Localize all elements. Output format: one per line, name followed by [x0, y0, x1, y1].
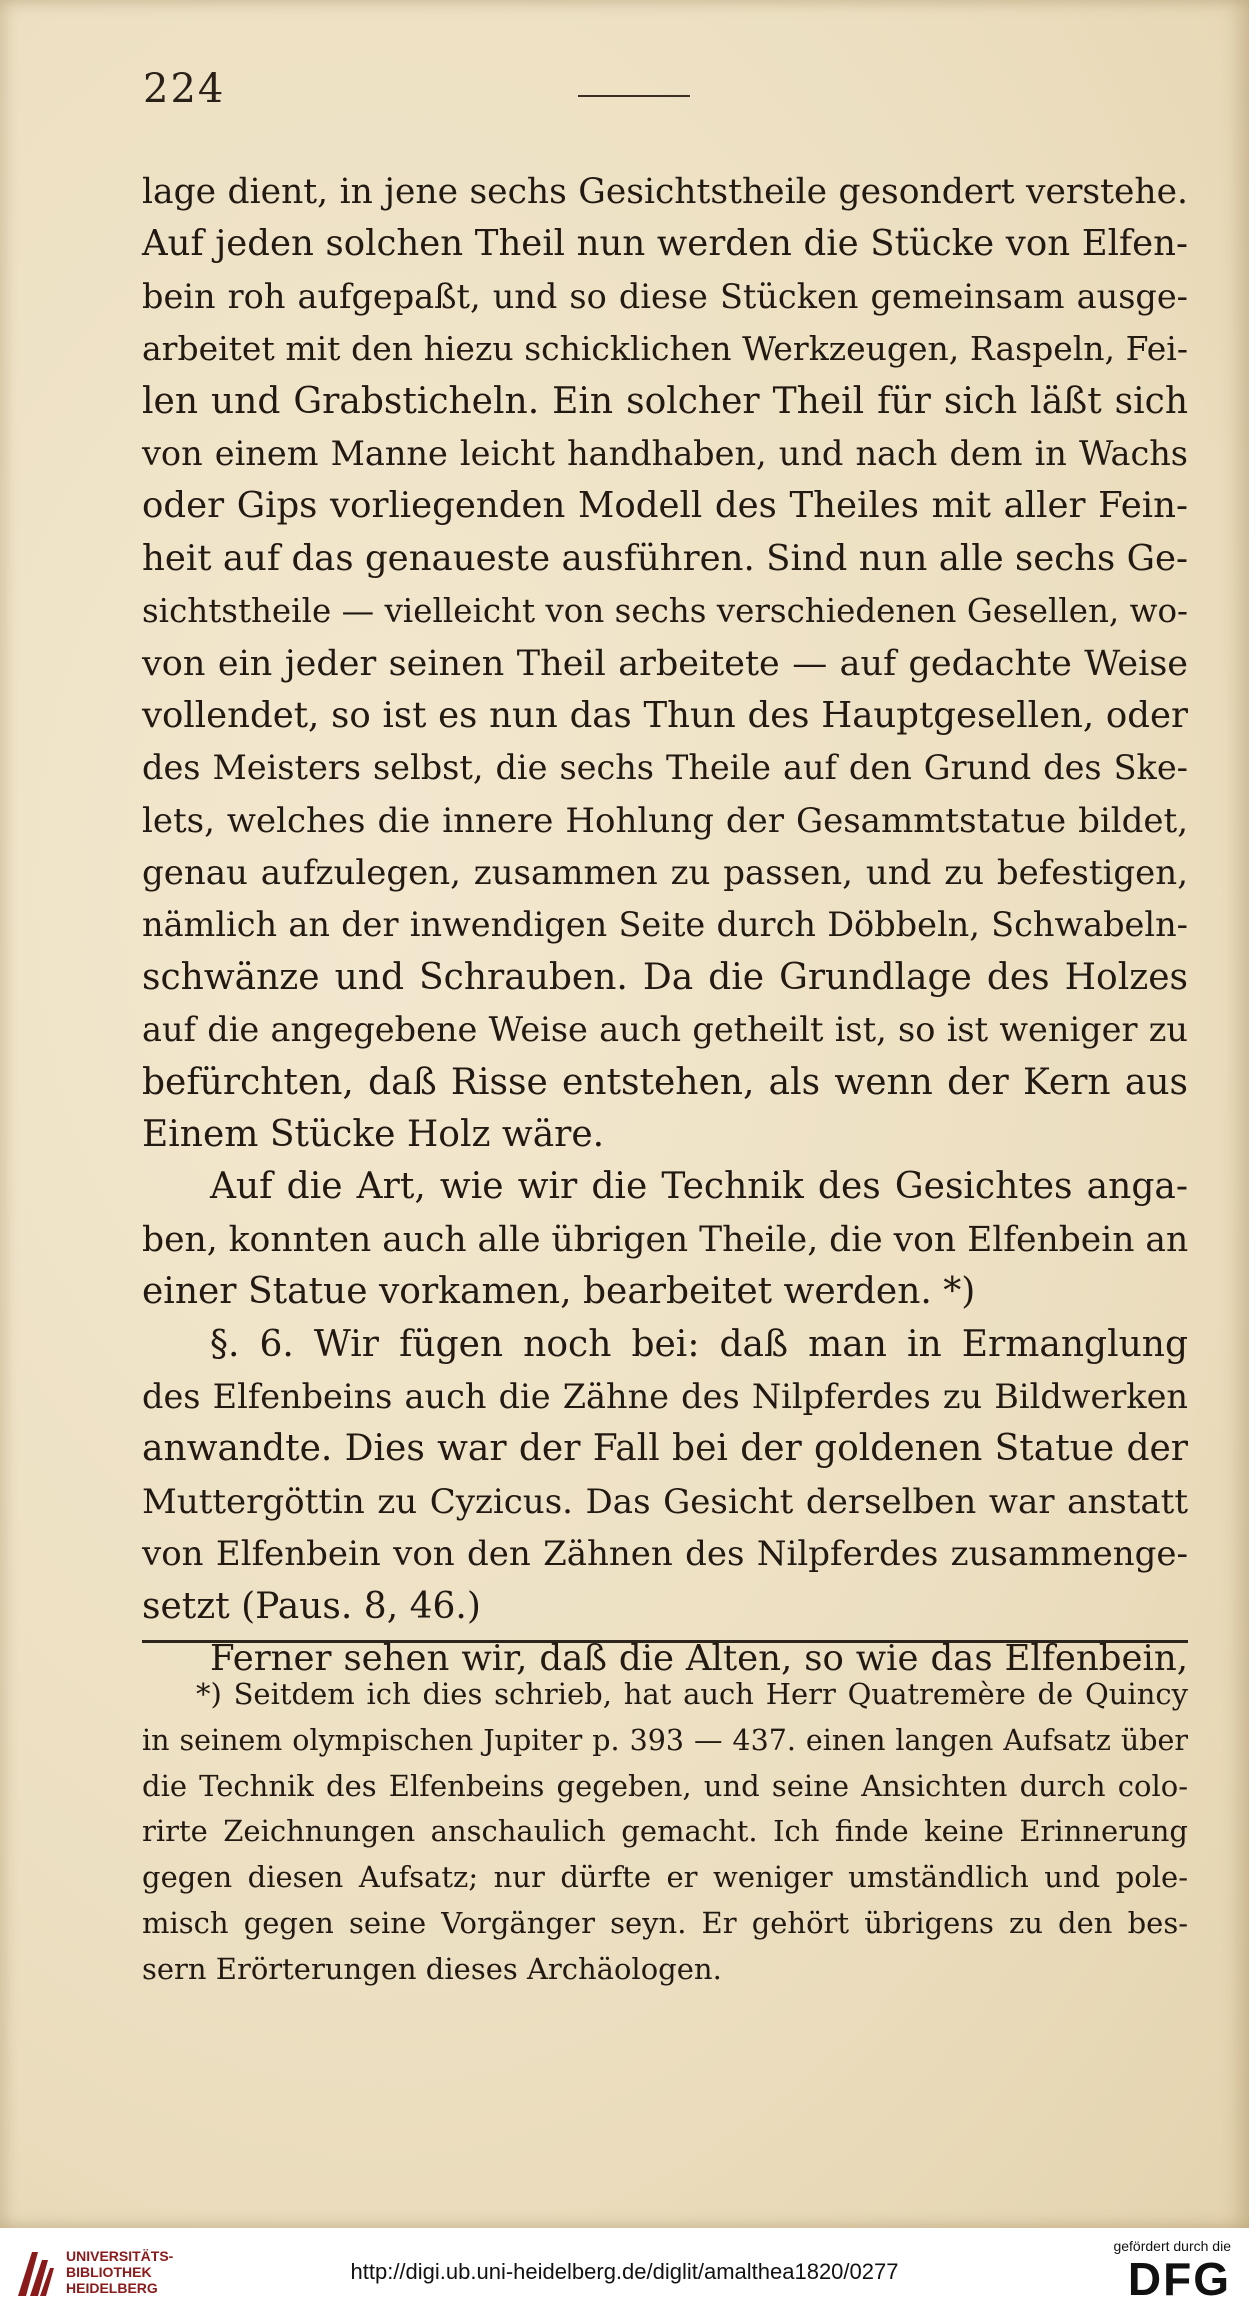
- text-line: von ein jeder seinen Theil arbeitete — auf gedachte Weise: [142, 643, 1188, 684]
- sponsor-caption: gefördert durch die: [1113, 2238, 1231, 2254]
- text-line: von Elfenbein von den Zähnen des Nilpferdes zusammenge-: [142, 1534, 1188, 1575]
- text-line: ben, konnten auch alle übrigen Theile, die von Elfenbein an: [142, 1219, 1189, 1260]
- text-line: von einem Manne leicht handhaben, und nach dem in Wachs: [142, 433, 1188, 473]
- footnote-separator: [142, 1640, 1188, 1643]
- header-rule: [578, 95, 690, 97]
- footnote-line: sern Erörterungen dieses Archäologen.: [142, 1951, 722, 1986]
- text-line: heit auf das genaueste ausführen. Sind nun alle sechs Ge-: [142, 537, 1188, 579]
- page-number: 224: [143, 66, 226, 112]
- footnote: [142, 1672, 1188, 1993]
- text-line: lets, welches die innere Hohlung der Gesammtstatue bildet,: [142, 800, 1188, 841]
- text-line: Einem Stücke Holz wäre.: [142, 1114, 605, 1156]
- text-line: anwandte. Dies war der Fall bei der goldenen Statue der: [142, 1428, 1188, 1470]
- text-line: oder Gips vorliegenden Modell des Theiles mit aller Fein-: [142, 485, 1188, 527]
- text-line: schwänze und Schrauben. Da die Grundlage des Holzes: [142, 956, 1188, 998]
- text-line: Ferner sehen wir, daß die Alten, so wie das Elfenbein,: [210, 1637, 1188, 1679]
- text-line: einer Statue vorkamen, bearbeitet werden. *): [142, 1271, 976, 1313]
- text-line: des Elfenbeins auch die Zähne des Nilpferdes zu Bildwerken: [142, 1376, 1188, 1416]
- footnote-line: in seinem olympischen Jupiter p. 393 — 437. einen langen Aufsatz über: [142, 1723, 1188, 1757]
- text-line: §. 6. Wir fügen noch bei: daß man in Ermanglung: [210, 1323, 1188, 1365]
- footnote-line: misch gegen seine Vorgänger seyn. Er gehört übrigens zu den bes-: [142, 1905, 1188, 1940]
- text-line: arbeitet mit den hiezu schicklichen Werkzeugen, Raspeln, Fei-: [142, 329, 1188, 369]
- text-line: genau aufzulegen, zusammen zu passen, und zu befestigen,: [142, 853, 1188, 894]
- footnote-line: gegen diesen Aufsatz; nur dürfte er weniger umständlich und pole-: [142, 1860, 1188, 1895]
- university-name-line-1: UNIVERSITÄTS-: [66, 2248, 174, 2264]
- text-line: Muttergöttin zu Cyzicus. Das Gesicht derselben war anstatt: [142, 1481, 1188, 1522]
- text-line: befürchten, daß Risse entstehen, als wenn der Kern aus: [142, 1061, 1188, 1103]
- text-line: des Meisters selbst, die sechs Theile auf den Grund des Ske-: [142, 748, 1188, 788]
- footnote-line: rirte Zeichnungen anschaulich gemacht. Ich finde keine Erinnerung: [142, 1814, 1188, 1849]
- sponsor-block: [1113, 2238, 1231, 2304]
- text-line: bein roh aufgepaßt, und so diese Stücken gemeinsam ausge-: [142, 276, 1188, 316]
- dfg-logo: DFG: [1127, 2253, 1231, 2305]
- university-name-line-3: HEIDELBERG: [66, 2280, 158, 2296]
- text-line: lage dient, in jene sechs Gesichtstheile gesondert verstehe.: [142, 172, 1188, 212]
- text-line: auf die angegebene Weise auch getheilt ist, so ist weniger zu: [142, 1010, 1188, 1050]
- main-text: [142, 166, 1188, 1685]
- text-line: Auf jeden solchen Theil nun werden die Stücke von Elfen-: [142, 223, 1188, 265]
- footnote-line: die Technik des Elfenbeins gegeben, und seine Ansichten durch colo-: [142, 1768, 1188, 1803]
- university-name-line-2: BIBLIOTHEK: [66, 2264, 152, 2280]
- text-line: nämlich an der inwendigen Seite durch Döbbeln, Schwabeln-: [142, 905, 1188, 945]
- footnote-line: *) Seitdem ich dies schrieb, hat auch Herr Quatremère de Quincy: [196, 1677, 1188, 1711]
- text-line: Auf die Art, wie wir die Technik des Gesichtes anga-: [210, 1166, 1188, 1208]
- text-line: setzt (Paus. 8, 46.): [142, 1585, 481, 1627]
- text-line: sichtstheile — vielleicht von sechs verschiedenen Gesellen, wo-: [142, 592, 1188, 631]
- text-line: len und Grabsticheln. Ein solcher Theil für sich läßt sich: [142, 380, 1188, 422]
- permalink-url[interactable]: http://digi.ub.uni-heidelberg.de/diglit/amalthea1820/0277: [350, 2259, 899, 2284]
- text-line: vollendet, so ist es nun das Thun des Hauptgesellen, oder: [142, 694, 1188, 736]
